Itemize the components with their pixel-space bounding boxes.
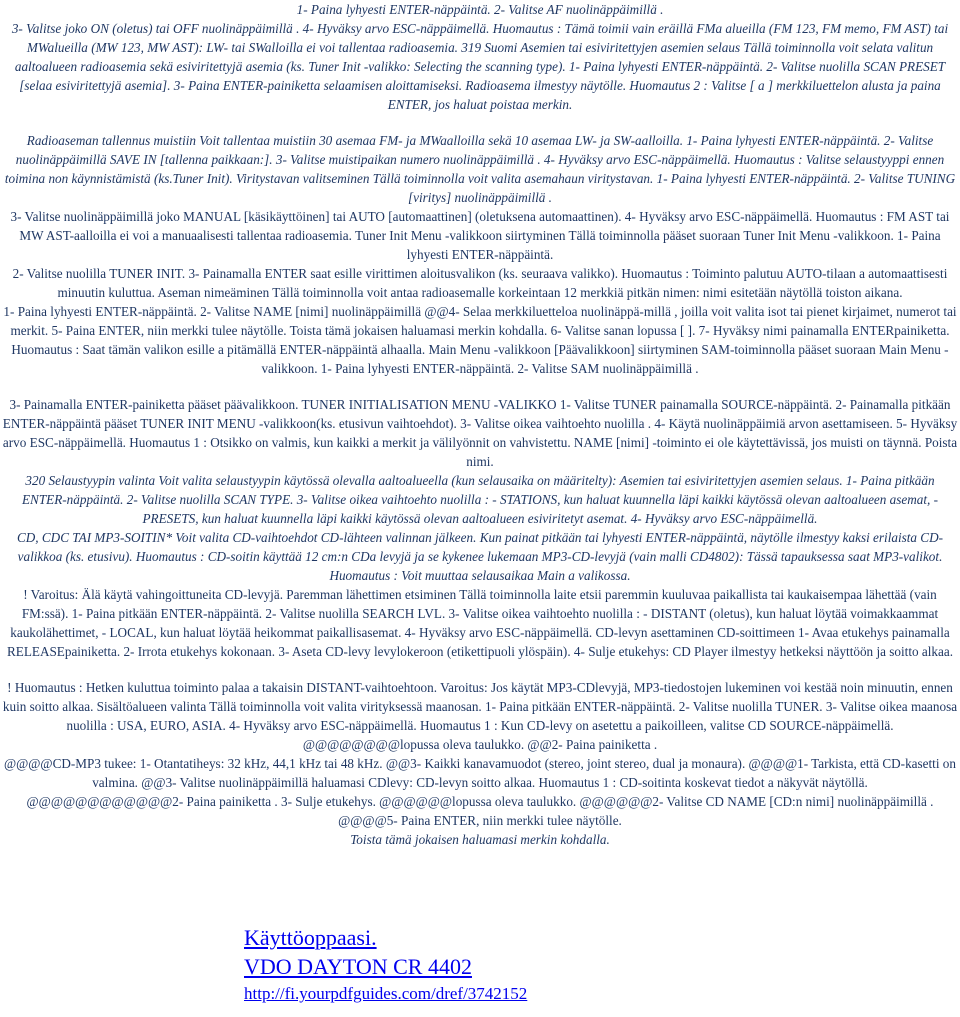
paragraph: 3- Valitse joko ON (oletus) tai OFF nuolinäppäimillä . 4- Hyväksy arvo ESC-näppäimellä. Huomautus : Tämä toimii vain eräillä FMa alueilla (FM 123, FM memo, FM AST) tai MWalueilla (MW 123, MW AST): LW- tai SWalloilla ei voi tallentaa radioasemia. 319 Suomi Asemien tai esiviritettyjen asemien selaus Tällä toiminnolla voit selata valitun aaltoalueen radioasemia sekä esiviritettyjä asemia (ks. Tuner Init -valikko: Selecting the scanning type). 1- Paina lyhyesti ENTER-näppäintä. 2- Valitse nuolilla SCAN PRESET [selaa esiviritettyjä asemia]. 3- Paina ENTER-painiketta selaamisen aloittamiseksi. Radioasema ilmestyy näytölle. Huomautus 2 : Valitse [ a ] merkkiluettelon alusta ja paina ENTER, jos haluat poistaa merkin. — [11, 21, 949, 112]
url-link[interactable]: http://fi.yourpdfguides.com/dref/3742152 — [244, 984, 528, 1003]
paragraph: @@@@CD-MP3 tukee: 1- Otantatiheys: 32 kHz, 44,1 kHz tai 48 kHz. @@3- Kaikki kanavamuodot (stereo, joint stereo, dual ja monaura). @@@@1- Tarkista, että CD-kasetti on valmina. @@3- Valitse nuolinäppäimillä haluamasi CDlevy: CD-levyn soitto alkaa. Huomautus 1 : CD-soitinta koskevat tiedot a näkyvät näytöllä. — [4, 756, 956, 790]
paragraph: 2- Valitse nuolilla TUNER INIT. 3- Painamalla ENTER saat esille virittimen aloitusvalikon (ks. seuraava valikko). Huomautus : Toiminto palutuu AUTO-tilaan a automaattisesti minuutin kuluttua. Aseman nimeäminen Tällä toiminnolla voit antaa radioasemalle korkeintaan 12 merkkiä pitkän nimen: nimi esitetään näytöllä toiston aikana. — [12, 266, 948, 300]
paragraph: 1- Paina lyhyesti ENTER-näppäintä. 2- Valitse NAME [nimi] nuolinäppäimillä @@4- Selaa merkkiluetteloa nuolinäppä-millä , joilla voit valita isot tai pienet kirjaimet, numerot tai merkit. 5- Paina ENTER, niin merkki tulee näytölle. Toista tämä jokaisen haluamasi merkin kohdalla. 6- Valitse sanan lopussa [ ]. 7- Hyväksy nimi painamalla ENTERpainiketta. Huomautus : Saat tämän valikon esille a pitämällä ENTER-näppäintä alhaalla. Main Menu -valikkoon [Päävalikkoon] siirtyminen SAM-toiminnolla pääset suoraan Main Menu -valikkoon. 1- Paina lyhyesti ENTER-näppäintä. 2- Valitse SAM nuolinäppäimillä . — [3, 304, 957, 376]
paragraph: 320 Selaustyypin valinta Voit valita selaustyypin käytössä olevalla aaltoalueella (kun selausaika on määritelty): Asemien tai esiviritettyjen asemien selaus. 1- Paina pitkään ENTER-näppäintä. 2- Valitse nuolilla SCAN TYPE. 3- Valitse oikea vaihtoehto nuolilla : - STATIONS, kun haluat kuunnella läpi kaikki käytössä olevan aaltoalueen asemat, - PRESETS, kun haluat kuunnella läpi kaikki käytössä olevan aaltoalueen esiviritetyt asemat. 4- Hyväksy arvo ESC-näppäimellä. — [21, 473, 939, 526]
paragraph-spacer — [0, 661, 960, 678]
paragraph: Toista tämä jokaisen haluamasi merkin kohdalla. — [350, 832, 610, 847]
manual-link[interactable]: Käyttöoppaasi. — [244, 925, 377, 950]
paragraph: ! Varoitus: Älä käytä vahingoittuneita CD-levyjä. Paremman lähettimen etsiminen Tällä toiminnolla laite etsii paremmin kuuluvaa paikallista tai kaukaisempaa lähettää (vain FM:ssä). 1- Paina pitkään ENTER-näppäintä. 2- Valitse nuolilla SEARCH LVL. 3- Valitse oikea vaihtoehto nuolilla : - DISTANT (oletus), kun haluat löytää voimakkaammat kaukolähettimet, - LOCAL, kun haluat löytää heikommat paikallisasemat. 4- Hyväksy arvo ESC-näppäimellä. CD-levyn asettaminen CD-soittimeen 1- Avaa etukehys painamalla RELEASEpainiketta. 2- Irrota etukehys kokonaan. 3- Aseta CD-levy levylokeroon (etikettipuoli ylöspäin). 4- Sulje etukehys: CD Player ilmestyy hetkeksi näyttöön ja soitto alkaa. — [6, 587, 953, 659]
paragraph: @@@@@@@@@@@@2- Paina painiketta . 3- Sulje etukehys. @@@@@@lopussa oleva taulukko. @@@@@@2- Valitse CD NAME [CD:n nimi] nuolinäppäimillä . @@@@5- Paina ENTER, niin merkki tulee näytölle. — [26, 794, 934, 828]
footer-links — [244, 923, 804, 1007]
paragraph: CD, CDC TAI MP3-SOITIN* Voit valita CD-vaihtoehdot CD-lähteen valinnan jälkeen. Kun painat pitkään tai lyhyesti ENTER-näppäintä, näytölle ilmestyy kaksi erilaista CD-valikkoa (ks. etusivu). Huomautus : CD-soitin käyttää 12 cm:n CDa levyjä ja se kykenee lukemaan MP3-CD-levyjä (vain malli CD4802): Tässä tapauksessa saat MP3-valikot. Huomautus : Voit muuttaa selausaikaa Main a valikossa. — [16, 530, 944, 583]
paragraph: 3- Valitse nuolinäppäimillä joko MANUAL [käsikäyttöinen] tai AUTO [automaattinen] (oletuksena automaattinen). 4- Hyväksy arvo ESC-näppäimellä. Huomautus : FM AST tai MW AST-aalloilla ei voi a manuaalisesti tallentaa radioasemia. Tuner Init Menu -valikkoon siirtyminen Tällä toiminnolla pääset suoraan Tuner Init Menu -valikkoon. 1- Paina lyhyesti ENTER-näppäintä. — [10, 209, 950, 262]
model-link[interactable]: VDO DAYTON CR 4402 — [244, 954, 472, 979]
paragraph-spacer — [0, 114, 960, 131]
paragraph-spacer — [0, 378, 960, 395]
paragraph: ! Huomautus : Hetken kuluttua toiminto palaa a takaisin DISTANT-vaihtoehtoon. Varoitus: Jos käytät MP3-CDlevyjä, MP3-tiedostojen lukeminen voi kestää noin minuutin, ennen kuin soitto alkaa. Sisältöalueen valinta Tällä toiminnolla voit valita virityksessä maanosan. 1- Paina pitkään ENTER-näppäintä. 2- Valitse nuolilla TUNER. 3- Valitse oikea maanosa nuolilla : USA, EURO, ASIA. 4- Hyväksy arvo ESC-näppäimellä. Huomautus 1 : Kun CD-levy on asetettu a paikoilleen, valitse CD SOURCE-näppäimellä. @@@@@@@@lopussa oleva taulukko. @@2- Paina painiketta . — [2, 680, 958, 752]
paragraph: 1- Paina lyhyesti ENTER-näppäintä. 2- Valitse AF nuolinäppäimillä . — [296, 2, 664, 17]
paragraph: 3- Painamalla ENTER-painiketta pääset päävalikkoon. TUNER INITIALISATION MENU -VALIKKO 1- Valitse TUNER painamalla SOURCE-näppäintä. 2- Painamalla pitkään ENTER-näppäintä pääset TUNER INIT MENU -valikkoon(ks. etusivun vaihtoehdot). 3- Valitse oikea vaihtoehto nuolilla . 4- Käytä nuolinäppäimiä arvon asettamiseen. 5- Hyväksy arvo ESC-näppäimellä. Huomautus 1 : Otsikko on valmis, kun kaikki a merkit ja välilyönnit on vahvistettu. NAME [nimi] -toiminto ei ole käytettävissä, jos muisti on täynnä. Poista nimi. — [2, 397, 958, 469]
paragraph: Radioaseman tallennus muistiin Voit tallentaa muistiin 30 asemaa FM- ja MWaalloilla sekä 10 asemaa LW- ja SW-aalloilla. 1- Paina lyhyesti ENTER-näppäintä. 2- Valitse nuolinäppäimillä SAVE IN [tallenna paikkaan:]. 3- Valitse muistipaikan numero nuolinäppäimillä . 4- Hyväksy arvo ESC-näppäimellä. Huomautus : Valitse selaustyyppi ennen toimina non käynnistämistä (ks.Tuner Init). Viritystavan valitseminen Tällä toiminnolla voit valita asemahaun viritystavan. 1- Paina lyhyesti ENTER-näppäintä. 2- Valitse TUNING [viritys] nuolinäppäimillä . — [4, 133, 956, 205]
